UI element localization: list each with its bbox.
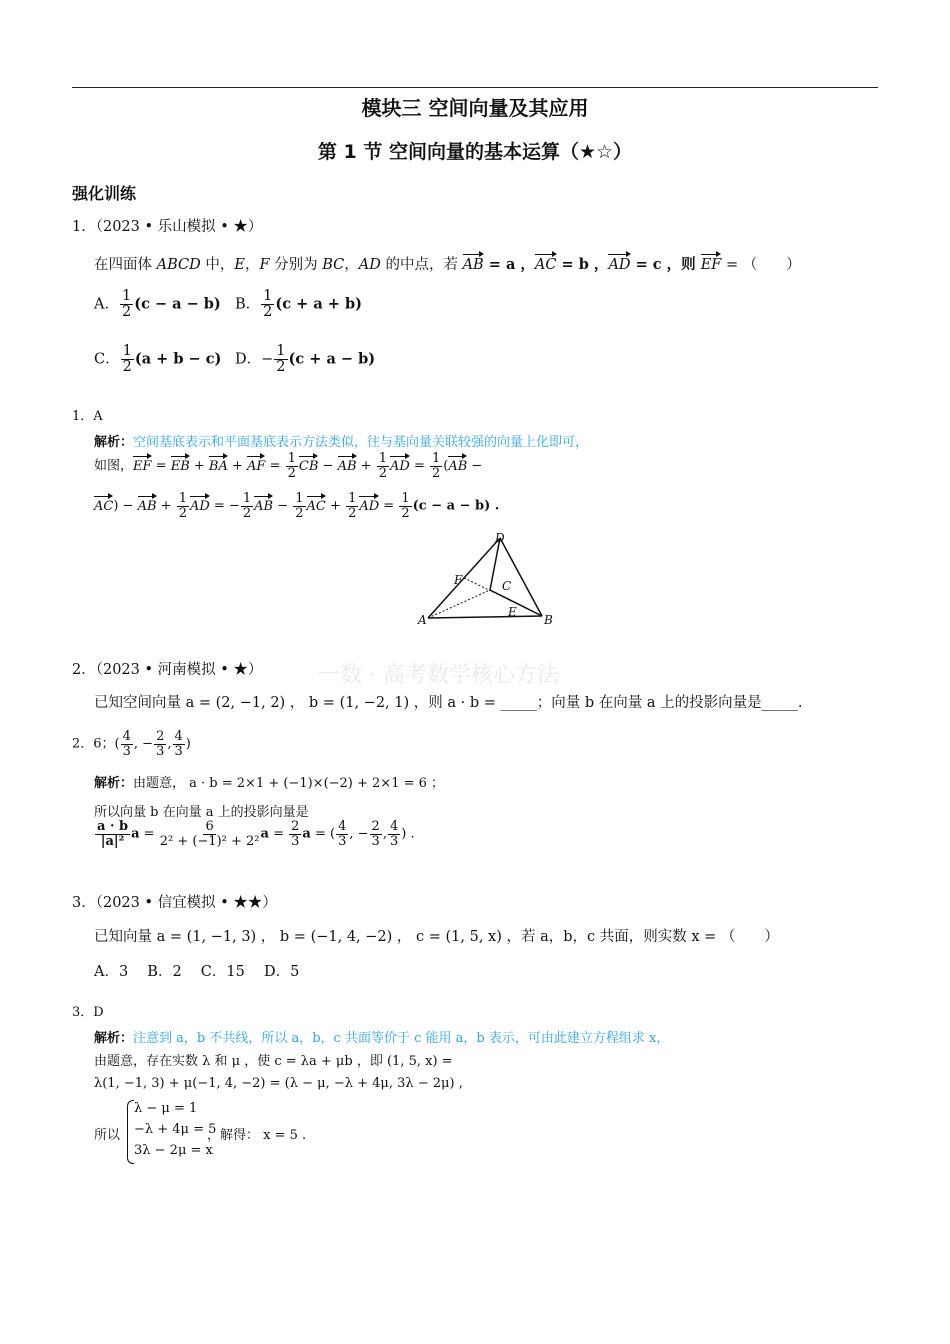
q2-stem: 已知空间向量 a = (2, −1, 2) ， b = (1, −2, 1) ，则 a · b = _____；向量 b 在向量 a 上的投影向量是_____. xyxy=(94,695,803,711)
a3-suoyi: 所以 xyxy=(94,1128,121,1143)
label-b: B xyxy=(544,613,553,627)
a3-solve: ，解得： x = 5 . xyxy=(207,1128,307,1143)
a3-eq2: −λ + 4μ = 5 xyxy=(134,1122,217,1137)
a3-eq3: 3λ − 2μ = x xyxy=(134,1143,213,1158)
label-d: D xyxy=(495,531,505,545)
q1-header: 1．（2023 • 乐山模拟 • ★） xyxy=(72,219,263,235)
q1-option-b: B． $\frac{1}{2}$ (c + a + b) xyxy=(235,288,362,321)
vector-ad: AD xyxy=(608,257,631,273)
a2-line1: 解析：由题意， a · b = 2×1 + (−1)×(−2) + 2×1 = 6 ； xyxy=(94,776,445,791)
vector-ac: AC xyxy=(534,257,557,273)
q1-option-d: D．− $\frac{1}{2}$ (c + a − b) xyxy=(235,343,376,376)
vector-ab: AB xyxy=(462,257,484,273)
label-e: E xyxy=(508,605,517,619)
a1-line3: AC) − AB + $\frac{1}{2}$ AD = − $\frac{1}{2}$ AB − $\frac{1}{2}$ AC + $\frac{1}{2}$ AD = $\frac{1}{2}$ (c − a − b) . xyxy=(94,491,500,521)
q3-options: A．3 B．2 C．15 D．5 xyxy=(94,964,300,980)
a1-answer: 1．A xyxy=(72,409,103,424)
q1-option-c: C． $\frac{1}{2}$ (a + b − c) xyxy=(94,343,222,376)
a1-hint: 解析：空间基底表示和平面基底表示方法类似，往与基向量关联较强的向量上化即可， xyxy=(94,435,589,450)
practice-heading: 强化训练 xyxy=(72,184,137,203)
a3-hint: 解析：注意到 a，b 不共线，所以 a，b，c 共面等价于 c 能用 a，b 表示，可由此建立方程组求 x， xyxy=(94,1031,670,1046)
q3-stem: 已知向量 a = (1, −1, 3) ， b = (−1, 4, −2) ， c = (1, 5, x) ，若 a，b，c 共面，则实数 x = （ ） xyxy=(94,929,779,945)
module-title: 模块三 空间向量及其应用 xyxy=(361,96,589,120)
q1-option-a: A． $\frac{1}{2}$ (c − a − b) xyxy=(94,288,221,321)
a2-answer: 2．6；( $\frac{4}{3}$ , − $\frac{2}{3}$ , $\frac{4}{3}$ ) xyxy=(72,729,191,759)
top-rule xyxy=(72,87,878,88)
a2-line3: $\frac{a \cdot b}{\text{|a|²}}$ a = $\frac{6}{\text{2² + (−1)² + 2²}}$ a = $\frac{2}{3}$ a = ( $\frac{4}{3}$ , − $\frac{2}{3}$ , $\frac{4}{3}$ ) . xyxy=(97,819,415,849)
edge-ac xyxy=(428,590,490,618)
q1-stem: 在四面体 ABCD 中，E，F 分别为 BC，AD 的中点，若 AB = a ，AC = b ，AD = c ，则 EF = （ ） xyxy=(94,256,801,273)
tetrahedron-figure xyxy=(410,528,560,632)
a2-line2: 所以向量 b 在向量 a 上的投影向量是 xyxy=(94,805,309,820)
vector-ef: EF xyxy=(700,257,722,273)
section-title: 第 1 节 空间向量的基本运算（★☆） xyxy=(317,141,633,163)
a3-line1: 由题意，存在实数 λ 和 μ ，使 c = λa + μb ，即 (1, 5, x) = xyxy=(94,1054,453,1069)
edge-ab xyxy=(428,616,542,618)
edge-db xyxy=(500,538,542,616)
system-brace xyxy=(127,1100,134,1164)
label-f: F xyxy=(454,573,463,587)
a1-line2: 如图，EF = EB + BA + AF = $\frac{1}{2}$ CB − AB + $\frac{1}{2}$ AD = $\frac{1}{2}$ (AB − xyxy=(94,451,483,481)
q3-header: 3．（2023 • 信宜模拟 • ★★） xyxy=(72,895,277,911)
edge-dc xyxy=(490,538,500,590)
watermark: 一数 · 高考数学核心方法 xyxy=(318,663,559,688)
label-a: A xyxy=(418,613,427,627)
a3-eq1: λ − μ = 1 xyxy=(134,1101,198,1116)
q2-header: 2．（2023 • 河南模拟 • ★） xyxy=(72,662,263,678)
label-c: C xyxy=(502,579,512,593)
a3-answer: 3．D xyxy=(72,1005,104,1020)
a3-line2: λ(1, −1, 3) + μ(−1, 4, −2) = (λ − μ, −λ + 4μ, 3λ − 2μ) , xyxy=(94,1076,463,1091)
